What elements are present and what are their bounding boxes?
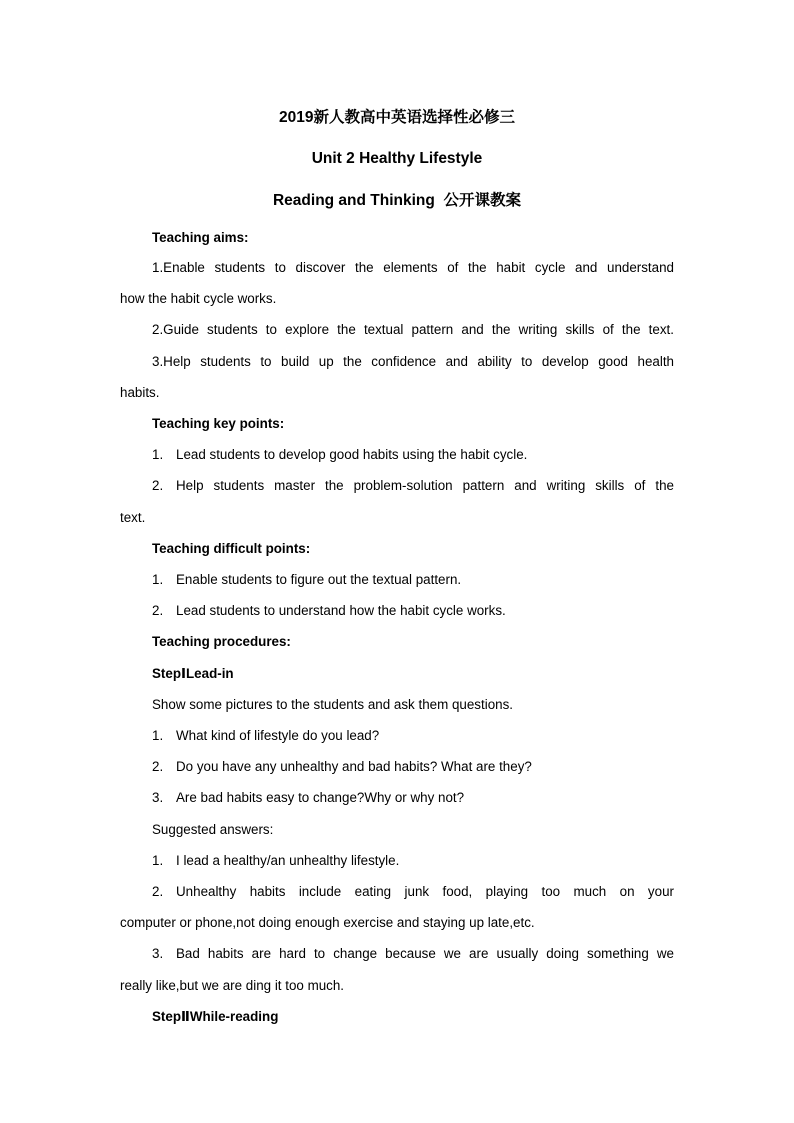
procedures-heading: Teaching procedures: <box>152 634 291 649</box>
key-point-2 <box>152 476 674 496</box>
difficult-points-heading: Teaching difficult points: <box>152 541 311 556</box>
list-number: 1. <box>152 572 164 587</box>
answer-2-line-2: computer or phone,not doing enough exercise and staying up late,etc. <box>120 915 535 930</box>
answer-3-line-2: really like,but we are ding it too much. <box>120 978 345 993</box>
key-point-2-line-2: text. <box>120 510 146 525</box>
list-text: Unhealthy habits include eating junk food, playing too much on your <box>176 884 674 899</box>
list-text: Lead students to develop good habits using the habit cycle. <box>176 447 528 462</box>
list-number: 2. <box>152 603 164 618</box>
list-text: Help students master the problem-solution pattern and writing skills of the <box>176 478 674 493</box>
aim-3-line-2: habits. <box>120 385 160 400</box>
step-2-heading: StepⅡWhile-reading <box>152 1009 279 1024</box>
difficult-point-2 <box>152 601 674 621</box>
list-text: Do you have any unhealthy and bad habits? What are they? <box>176 759 532 774</box>
aim-2: 2.Guide students to explore the textual pattern and the writing skills of the text. <box>152 322 674 337</box>
answer-3 <box>152 944 674 964</box>
list-number: 1. <box>152 853 164 868</box>
lesson-title: Reading and Thinking 公开课教案 <box>272 192 521 209</box>
aims-heading: Teaching aims: <box>152 230 249 245</box>
answer-2 <box>152 882 674 902</box>
difficult-point-1 <box>152 570 674 590</box>
document-title: 2019新人教高中英语选择性必修三 <box>279 109 515 126</box>
list-number: 2. <box>152 478 164 493</box>
list-number: 1. <box>152 728 164 743</box>
list-number: 2. <box>152 759 164 774</box>
question-1 <box>152 726 674 746</box>
unit-title: Unit 2 Healthy Lifestyle <box>311 150 483 167</box>
list-number: 2. <box>152 884 164 899</box>
list-text: Enable students to figure out the textual pattern. <box>176 572 462 587</box>
list-number: 3. <box>152 790 164 805</box>
list-text: What kind of lifestyle do you lead? <box>176 728 380 743</box>
lead-in-intro: Show some pictures to the students and ask them questions. <box>152 697 514 712</box>
key-point-1 <box>152 445 674 465</box>
aim-1-line-2: how the habit cycle works. <box>120 291 277 306</box>
aim-3-line-1: 3.Help students to build up the confidence and ability to develop good health <box>152 354 674 369</box>
answer-1 <box>152 851 674 871</box>
key-points-heading: Teaching key points: <box>152 416 285 431</box>
question-3 <box>152 788 674 808</box>
aim-1-line-1: 1.Enable students to discover the elements of the habit cycle and understand <box>152 260 674 275</box>
list-text: I lead a healthy/an unhealthy lifestyle. <box>176 853 400 868</box>
list-text: Bad habits are hard to change because we are usually doing something we <box>176 946 674 961</box>
list-text: Lead students to understand how the habit cycle works. <box>176 603 506 618</box>
step-1-heading: StepⅠLead-in <box>152 666 234 681</box>
list-text: Are bad habits easy to change?Why or why not? <box>176 790 465 805</box>
question-2 <box>152 757 674 777</box>
list-number: 1. <box>152 447 164 462</box>
list-number: 3. <box>152 946 164 961</box>
answers-label: Suggested answers: <box>152 822 274 837</box>
